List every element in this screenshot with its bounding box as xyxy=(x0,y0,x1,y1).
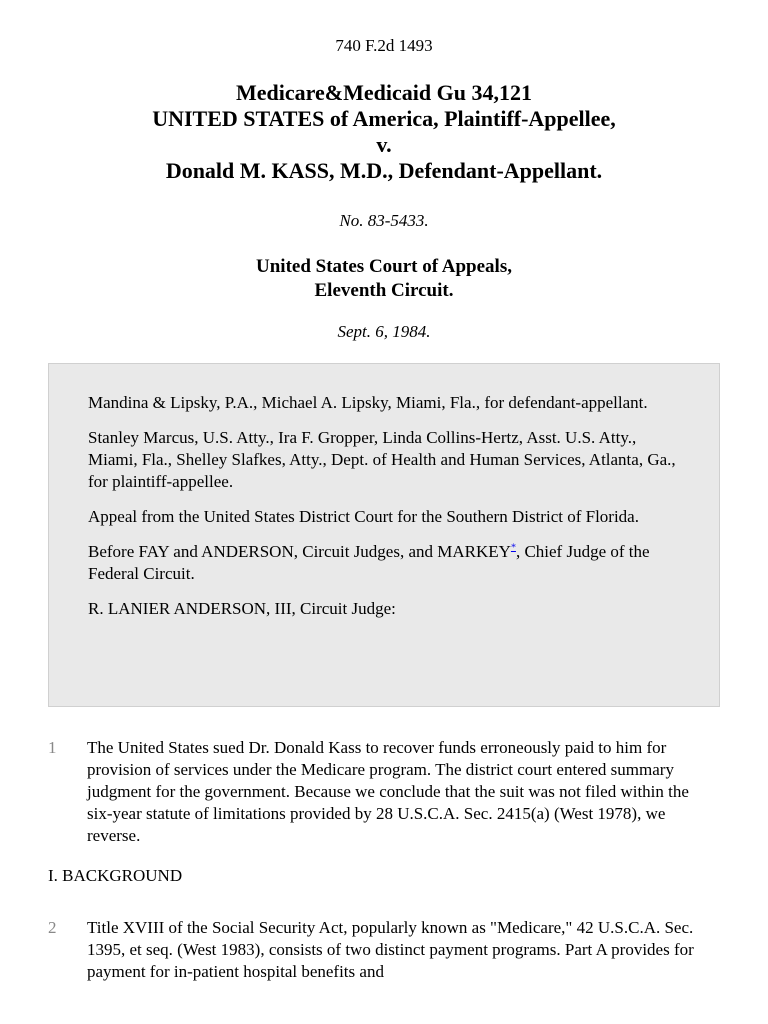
appeal-from: Appeal from the United States District Court for the Southern District of Florida. xyxy=(88,507,639,526)
paragraph-text: Title XVIII of the Social Security Act, popularly known as "Medicare," 42 U.S.C.A. Sec. 1395, et seq. (West 1983), consists of two distinct payment programs. Part A provides for payment for in-patient hospital benefits and xyxy=(87,918,694,981)
defense-counsel: Mandina & Lipsky, P.A., Michael A. Lipsky, Miami, Fla., for defendant-appellant. xyxy=(88,393,648,412)
case-citation: 740 F.2d 1493 xyxy=(335,36,433,55)
decision-date: Sept. 6, 1984. xyxy=(337,322,431,341)
paragraph-2 xyxy=(48,917,720,983)
title-line-versus: v. xyxy=(376,132,392,157)
title-line-plaintiff: UNITED STATES of America, Plaintiff-Appellee, xyxy=(152,106,616,131)
panel-before-text: Before FAY and ANDERSON, Circuit Judges, and MARKEY xyxy=(88,542,511,561)
panel-judges xyxy=(88,541,679,585)
title-line-defendant: Donald M. KASS, M.D., Defendant-Appellant. xyxy=(165,158,603,183)
paragraph-1 xyxy=(48,737,720,847)
panel-after-text: , Chief Judge of the Federal Circuit. xyxy=(88,542,650,583)
section-heading: I. BACKGROUND xyxy=(48,866,183,885)
opinion-author: R. LANIER ANDERSON, III, Circuit Judge: xyxy=(88,599,396,618)
title-line-reporter: Medicare&Medicaid Gu 34,121 xyxy=(236,80,532,105)
docket-number: No. 83-5433. xyxy=(339,211,429,230)
court-line-1: United States Court of Appeals, xyxy=(256,256,512,277)
court-line-2: Eleventh Circuit. xyxy=(314,280,454,301)
counsel-box xyxy=(48,363,720,707)
paragraph-number: 2 xyxy=(48,918,57,937)
footnote-link[interactable]: * xyxy=(510,542,516,554)
plaintiff-counsel: Stanley Marcus, U.S. Atty., Ira F. Gropper, Linda Collins-Hertz, Asst. U.S. Atty., Miami, Fla., Shelley Slafkes, Atty., Dept. of Health and Human Services, Atlanta, Ga., for plaintiff-appellee. xyxy=(88,428,676,491)
paragraph-text: The United States sued Dr. Donald Kass to recover funds erroneously paid to him for provision of services under the Medicare program. The district court entered summary judgment for the government. Because we conclude that the suit was not filed within the six-year statute of limitations provided by 28 U.S.C.A. Sec. 2415(a) (West 1978), we reverse. xyxy=(87,738,689,845)
paragraph-number: 1 xyxy=(48,738,57,757)
court-name xyxy=(0,255,768,303)
case-title xyxy=(0,80,768,184)
